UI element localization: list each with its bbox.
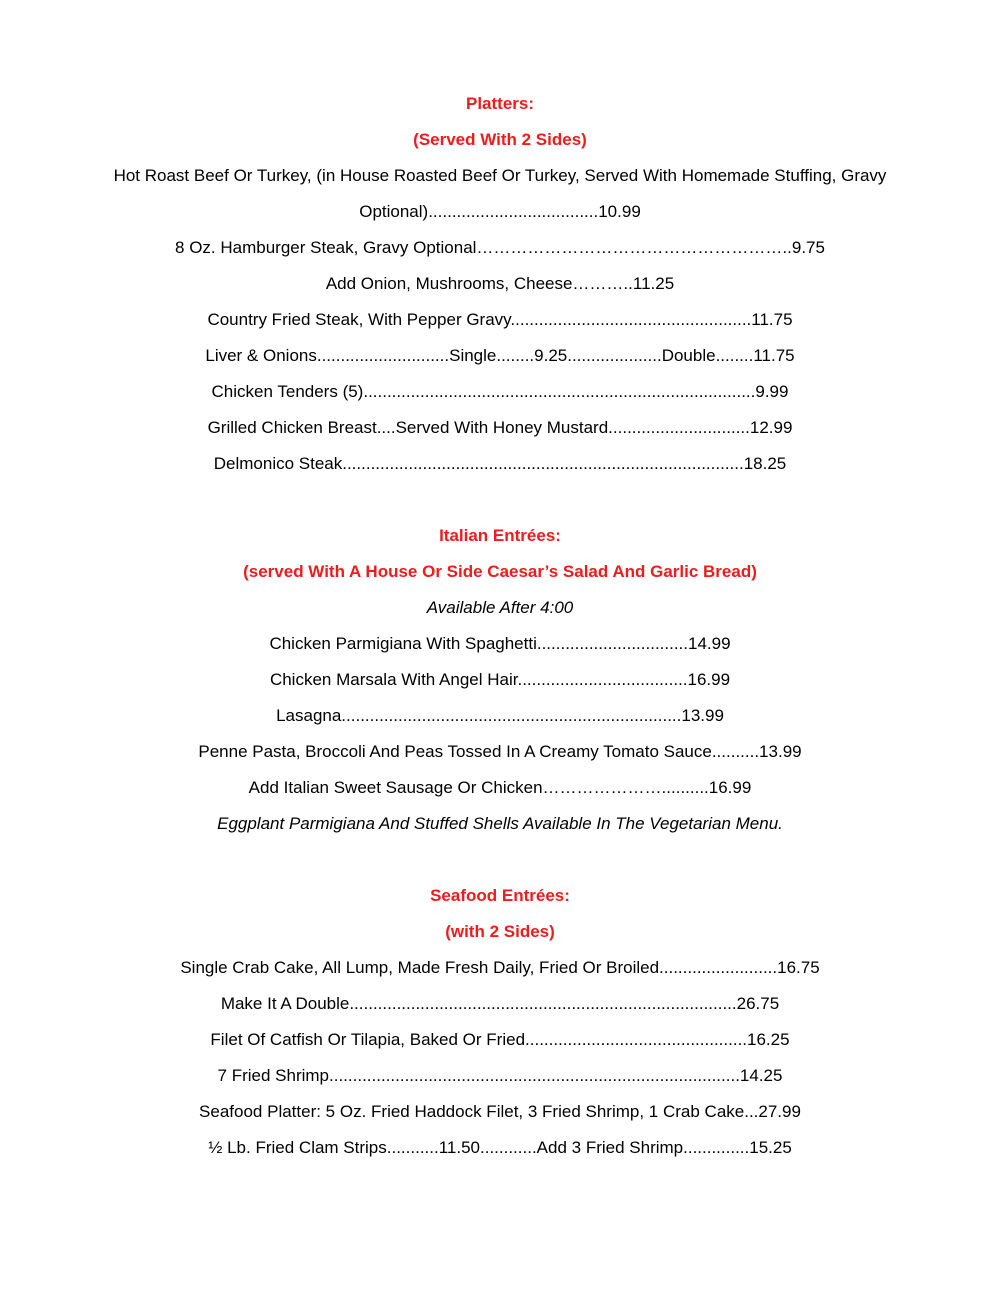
section-title: Italian Entrées: [439, 526, 561, 545]
vegetarian-note: Eggplant Parmigiana And Stuffed Shells Available In The Vegetarian Menu. [217, 814, 783, 833]
menu-item: Seafood Platter: 5 Oz. Fried Haddock Filet, 3 Fried Shrimp, 1 Crab Cake...27.99 [199, 1102, 801, 1121]
menu-item: Penne Pasta, Broccoli And Peas Tossed In A Creamy Tomato Sauce..........13.99 [198, 742, 802, 761]
menu-item: Make It A Double..................................................................................26.75 [220, 994, 780, 1013]
section-spacer [0, 482, 1000, 518]
menu-item: Liver & Onions............................Single........9.25....................Double........11.75 [205, 346, 795, 365]
menu-item: Add Italian Sweet Sausage Or Chicken…………………..........16.99 [248, 778, 752, 797]
menu-item: Chicken Parmigiana With Spaghetti................................14.99 [269, 634, 731, 653]
menu-item: Country Fried Steak, With Pepper Gravy...................................................11.75 [207, 310, 793, 329]
menu-item: Lasagna........................................................................13.99 [276, 706, 724, 725]
section-subtitle: (Served With 2 Sides) [413, 130, 587, 149]
menu-item: Add Onion, Mushrooms, Cheese………..11.25 [325, 274, 675, 293]
seafood-section [0, 878, 1000, 1166]
italian-section [0, 518, 1000, 842]
availability-note: Available After 4:00 [426, 598, 574, 617]
menu-item: 7 Fried Shrimp.......................................................................................14.25 [217, 1066, 783, 1085]
menu-item: Single Crab Cake, All Lump, Made Fresh Daily, Fried Or Broiled.........................16.75 [180, 958, 820, 977]
section-title: Seafood Entrées: [430, 886, 570, 905]
section-spacer [0, 842, 1000, 878]
menu-item: Chicken Marsala With Angel Hair....................................16.99 [269, 670, 731, 689]
menu-item: Chicken Tenders (5)...................................................................................9.99 [211, 382, 789, 401]
section-subtitle: (with 2 Sides) [445, 922, 555, 941]
menu-item: Filet Of Catfish Or Tilapia, Baked Or Fried...............................................16.25 [210, 1030, 790, 1049]
section-title: Platters: [465, 94, 535, 113]
menu-item: ½ Lb. Fried Clam Strips...........11.50............Add 3 Fried Shrimp..............15.25 [208, 1138, 792, 1157]
menu-page [0, 86, 1000, 1166]
section-subtitle: (served With A House Or Side Caesar’s Salad And Garlic Bread) [243, 562, 757, 581]
menu-item: 8 Oz. Hamburger Steak, Gravy Optional………………………………………………..9.75 [175, 238, 825, 257]
menu-item: Delmonico Steak.....................................................................................18.25 [213, 454, 787, 473]
platters-section [0, 86, 1000, 482]
menu-item: Grilled Chicken Breast....Served With Honey Mustard..............................12.99 [207, 418, 793, 437]
menu-item: Hot Roast Beef Or Turkey, (in House Roasted Beef Or Turkey, Served With Homemade Stuffing, Gravy Optional)....................................10.99 [113, 166, 887, 221]
